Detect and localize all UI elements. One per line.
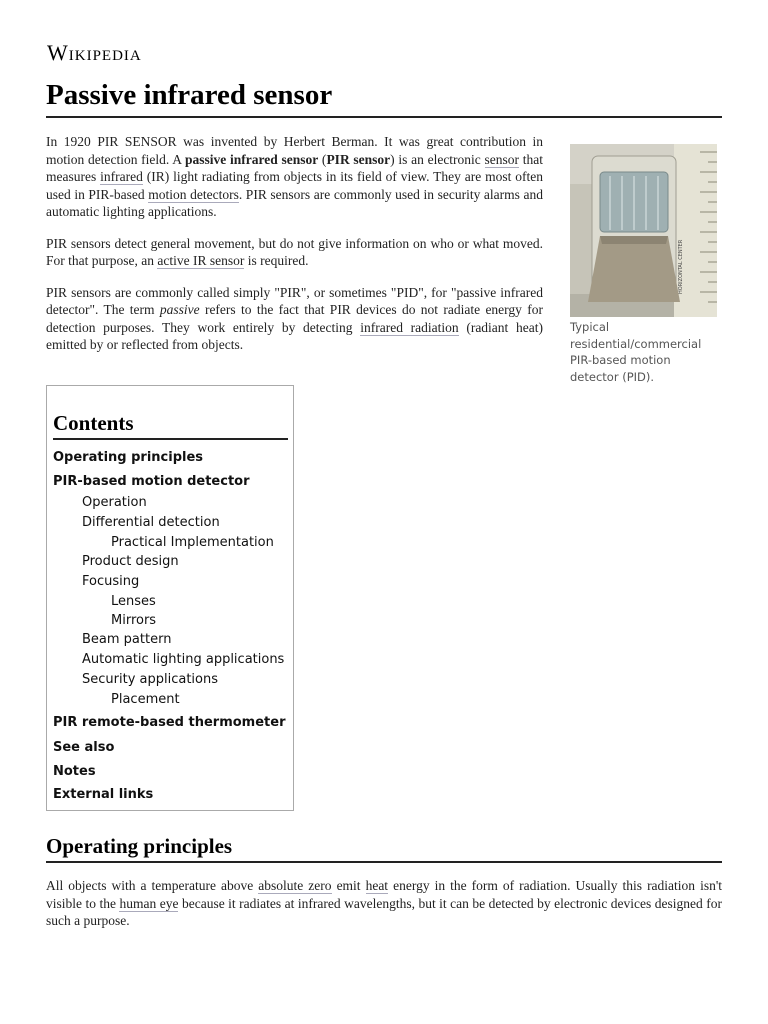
section-paragraph: All objects with a temperature above absolute zero emit heat energy in the form of radiation. Usually this radiation isn't visible to the human eye because it radiates at infrared wavelengths, but it can be detected by electronic devices designed for such a purpose. — [46, 878, 723, 928]
toc-item[interactable]: Operating principles — [53, 450, 204, 465]
figure-caption: Typical residential/commercial PIR-based motion detector (PID). — [570, 320, 702, 384]
toc-list — [53, 446, 288, 807]
link-heat[interactable]: heat — [365, 878, 389, 893]
toc-item[interactable]: Operation — [82, 495, 147, 510]
section-heading-operating-principles: Operating principles — [46, 831, 722, 863]
bold-term: PIR sensor — [326, 151, 391, 167]
intro-paragraph-2: PIR sensors detect general movement, but do not give information on who or what moved. For that purpose, an active IR sensor is required. — [46, 235, 543, 268]
section-operating-principles — [46, 877, 722, 930]
toc-title: Contents — [53, 408, 288, 440]
page-title: Passive infrared sensor — [46, 76, 722, 118]
toc-item[interactable]: Beam pattern — [82, 632, 172, 647]
link-motion-detectors[interactable]: motion detectors — [148, 186, 239, 202]
toc-item[interactable]: Placement — [111, 692, 180, 707]
toc-item[interactable]: Focusing — [82, 574, 140, 589]
toc-item[interactable]: Mirrors — [111, 613, 157, 628]
link-human-eye[interactable]: human eye — [119, 895, 179, 911]
link-infrared-radiation[interactable]: infrared radiation — [360, 319, 459, 335]
toc-item[interactable]: PIR-based motion detector — [53, 473, 250, 489]
intro-paragraph-3: PIR sensors are commonly called simply "PIR", or sometimes "PID", for "passive infrared detector". The term passive refers to the fact that PIR devices do not radiate energy for detection purposes. They work entirely by detecting infrared radiation (radiant heat) emitted by or reflected from objects. — [46, 284, 544, 352]
toc-item[interactable]: Automatic lighting applications — [82, 652, 285, 667]
table-of-contents — [46, 385, 294, 811]
toc-item[interactable]: Product design — [82, 554, 179, 569]
link-absolute-zero[interactable]: absolute zero — [258, 878, 332, 893]
toc-item[interactable]: PIR remote-based thermometer — [53, 715, 286, 730]
link-infrared[interactable]: infrared — [100, 169, 143, 184]
link-sensor[interactable]: sensor — [484, 151, 520, 167]
toc-item[interactable]: Differential detection — [82, 515, 220, 530]
toc-item[interactable]: Lenses — [111, 594, 156, 609]
toc-item[interactable]: External links — [53, 787, 154, 802]
toc-item[interactable]: Security applications — [82, 672, 218, 687]
article-intro — [46, 133, 543, 368]
toc-item[interactable]: Practical Implementation — [111, 535, 274, 550]
toc-item[interactable]: See also — [53, 740, 115, 755]
bold-term: passive infrared sensor — [185, 151, 319, 167]
wikipedia-wordmark[interactable]: Wikipedia — [47, 40, 142, 65]
toc-item[interactable]: Notes — [53, 763, 96, 779]
svg-text:HORIZONTAL CENTER: HORIZONTAL CENTER — [678, 239, 684, 294]
pir-detector-photo[interactable] — [570, 144, 717, 317]
thumbnail-figure — [570, 144, 717, 385]
link-active-ir-sensor[interactable]: active IR sensor — [157, 253, 245, 268]
intro-paragraph-1: In 1920 PIR SENSOR was invented by Herbert Berman. It was great contribution in motion detection field. A passive infrared sensor (PIR sensor) is an electronic sensor that measures infrared (IR) light radiating from objects in its field of view. They are most often used in PIR-based motion detectors. PIR sensors are commonly used in security alarms and automatic lighting applications. — [46, 134, 543, 219]
